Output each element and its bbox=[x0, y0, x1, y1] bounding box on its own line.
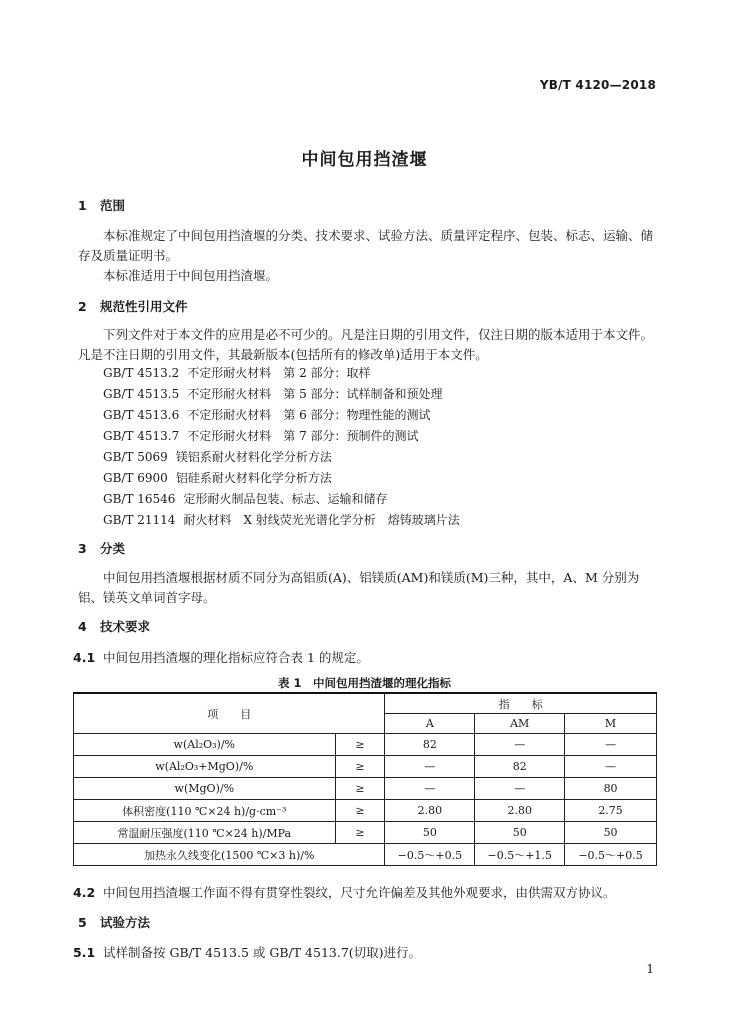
section-1-heading bbox=[78, 196, 125, 214]
cell-value: 50 bbox=[385, 822, 475, 844]
section-3-body bbox=[78, 568, 656, 608]
row-item: 常温耐压强度(110 ℃×24 h)/MPa bbox=[74, 822, 336, 844]
cell-value: 2.80 bbox=[475, 800, 565, 822]
properties-table bbox=[73, 692, 657, 866]
section-number: 3 bbox=[78, 541, 87, 556]
clause-number: 4.1 bbox=[73, 650, 96, 665]
reference-item bbox=[103, 510, 663, 531]
row-op: ≥ bbox=[335, 800, 385, 822]
section-title: 范围 bbox=[100, 198, 126, 213]
section-title: 规范性引用文件 bbox=[100, 299, 188, 314]
cell-value: −0.5～+1.5 bbox=[475, 844, 565, 866]
row-item: 加热永久线变化(1500 ℃×3 h)/% bbox=[74, 844, 385, 866]
reference-title: 定形耐火制品包装、标志、运输和储存 bbox=[183, 492, 388, 506]
table-row bbox=[74, 734, 657, 756]
section-5-heading bbox=[78, 913, 150, 931]
reference-item bbox=[103, 405, 663, 426]
table-header-row bbox=[74, 693, 657, 714]
row-item: w(MgO)/% bbox=[74, 778, 336, 800]
section-title: 技术要求 bbox=[100, 619, 151, 634]
reference-title: 不定形耐火材料 第 7 部分：预制件的测试 bbox=[187, 429, 419, 443]
reference-item bbox=[103, 426, 663, 447]
table-row bbox=[74, 756, 657, 778]
section-2-body bbox=[78, 325, 656, 365]
paragraph: 下列文件对于本文件的应用是必不可少的。凡是注日期的引用文件，仅注日期的版本适用于本文件。凡是不注日期的引用文件，其最新版本(包括所有的修改单)适用于本文件。 bbox=[78, 327, 654, 362]
reference-item bbox=[103, 468, 663, 489]
section-2-heading bbox=[78, 297, 188, 315]
reference-item bbox=[103, 384, 663, 405]
row-op: ≥ bbox=[335, 778, 385, 800]
reference-title: 不定形耐火材料 第 2 部分：取样 bbox=[187, 366, 371, 380]
paragraph: 本标准适用于中间包用挡渣堰。 bbox=[103, 268, 279, 283]
standard-code: YB/T 4120—2018 bbox=[539, 78, 656, 92]
reference-code: GB/T 16546 bbox=[103, 492, 176, 506]
table-row bbox=[74, 822, 657, 844]
reference-code: GB/T 21114 bbox=[103, 513, 176, 527]
clause-text: 中间包用挡渣堰的理化指标应符合表 1 的规定。 bbox=[103, 650, 369, 665]
cell-value: 82 bbox=[475, 756, 565, 778]
reference-code: GB/T 4513.2 bbox=[103, 366, 180, 380]
reference-title: 铝硅系耐火材料化学分析方法 bbox=[175, 471, 332, 485]
header-col-a: A bbox=[385, 714, 475, 734]
cell-value: 50 bbox=[475, 822, 565, 844]
section-number: 2 bbox=[78, 299, 87, 314]
reference-code: GB/T 4513.5 bbox=[103, 387, 180, 401]
clause-text: 试样制备按 GB/T 4513.5 或 GB/T 4513.7(切取)进行。 bbox=[103, 945, 422, 960]
cell-value: −0.5～+0.5 bbox=[565, 844, 657, 866]
reference-code: GB/T 4513.7 bbox=[103, 429, 180, 443]
reference-title: 不定形耐火材料 第 6 部分：物理性能的测试 bbox=[187, 408, 431, 422]
reference-item bbox=[103, 363, 663, 384]
clause-5-1 bbox=[73, 943, 421, 961]
cell-value: — bbox=[565, 756, 657, 778]
row-op: ≥ bbox=[335, 734, 385, 756]
header-item: 项 目 bbox=[74, 693, 385, 734]
cell-value: 50 bbox=[565, 822, 657, 844]
header-col-m: M bbox=[565, 714, 657, 734]
cell-value: — bbox=[385, 778, 475, 800]
section-3-heading bbox=[78, 539, 125, 557]
section-number: 5 bbox=[78, 915, 87, 930]
reference-title: 耐火材料 X 射线荧光光谱化学分析 熔铸玻璃片法 bbox=[183, 513, 460, 527]
clause-text: 中间包用挡渣堰工作面不得有贯穿性裂纹，尺寸允许偏差及其他外观要求，由供需双方协议。 bbox=[103, 885, 616, 900]
cell-value: — bbox=[475, 734, 565, 756]
reference-list bbox=[103, 363, 663, 531]
row-item: w(Al₂O₃+MgO)/% bbox=[74, 756, 336, 778]
reference-code: GB/T 5069 bbox=[103, 450, 168, 464]
clause-4-1 bbox=[73, 648, 369, 666]
cell-value: −0.5～+0.5 bbox=[385, 844, 475, 866]
table-row bbox=[74, 844, 657, 866]
document-title: 中间包用挡渣堰 bbox=[301, 150, 428, 170]
reference-title: 镁铝系耐火材料化学分析方法 bbox=[175, 450, 332, 464]
cell-value: — bbox=[475, 778, 565, 800]
section-4-heading bbox=[78, 617, 150, 635]
table-row bbox=[74, 800, 657, 822]
page-number: 1 bbox=[646, 962, 654, 976]
section-title: 分类 bbox=[100, 541, 126, 556]
header-col-am: AM bbox=[475, 714, 565, 734]
row-op: ≥ bbox=[335, 822, 385, 844]
section-number: 1 bbox=[78, 198, 87, 213]
reference-title: 不定形耐火材料 第 5 部分：试样制备和预处理 bbox=[187, 387, 443, 401]
section-number: 4 bbox=[78, 619, 87, 634]
row-item: 体积密度(110 ℃×24 h)/g·cm⁻³ bbox=[74, 800, 336, 822]
header-index: 指 标 bbox=[385, 693, 657, 714]
cell-value: 2.75 bbox=[565, 800, 657, 822]
reference-code: GB/T 4513.6 bbox=[103, 408, 180, 422]
cell-value: 82 bbox=[385, 734, 475, 756]
cell-value: — bbox=[565, 734, 657, 756]
section-1-body bbox=[78, 226, 656, 286]
section-title: 试验方法 bbox=[100, 915, 151, 930]
clause-number: 5.1 bbox=[73, 945, 96, 960]
paragraph: 中间包用挡渣堰根据材质不同分为高铝质(A)、铝镁质(AM)和镁质(M)三种，其中，A、M 分别为铝、镁英文单词首字母。 bbox=[78, 570, 640, 605]
row-item: w(Al₂O₃)/% bbox=[74, 734, 336, 756]
row-op: ≥ bbox=[335, 756, 385, 778]
cell-value: 80 bbox=[565, 778, 657, 800]
reference-item bbox=[103, 447, 663, 468]
clause-4-2 bbox=[73, 883, 616, 901]
paragraph: 本标准规定了中间包用挡渣堰的分类、技术要求、试验方法、质量评定程序、包装、标志、运输、储存及质量证明书。 bbox=[78, 228, 654, 263]
table-caption: 表 1 中间包用挡渣堰的理化指标 bbox=[277, 676, 451, 690]
table-row bbox=[74, 778, 657, 800]
reference-code: GB/T 6900 bbox=[103, 471, 168, 485]
cell-value: 2.80 bbox=[385, 800, 475, 822]
reference-item bbox=[103, 489, 663, 510]
clause-number: 4.2 bbox=[73, 885, 96, 900]
cell-value: — bbox=[385, 756, 475, 778]
